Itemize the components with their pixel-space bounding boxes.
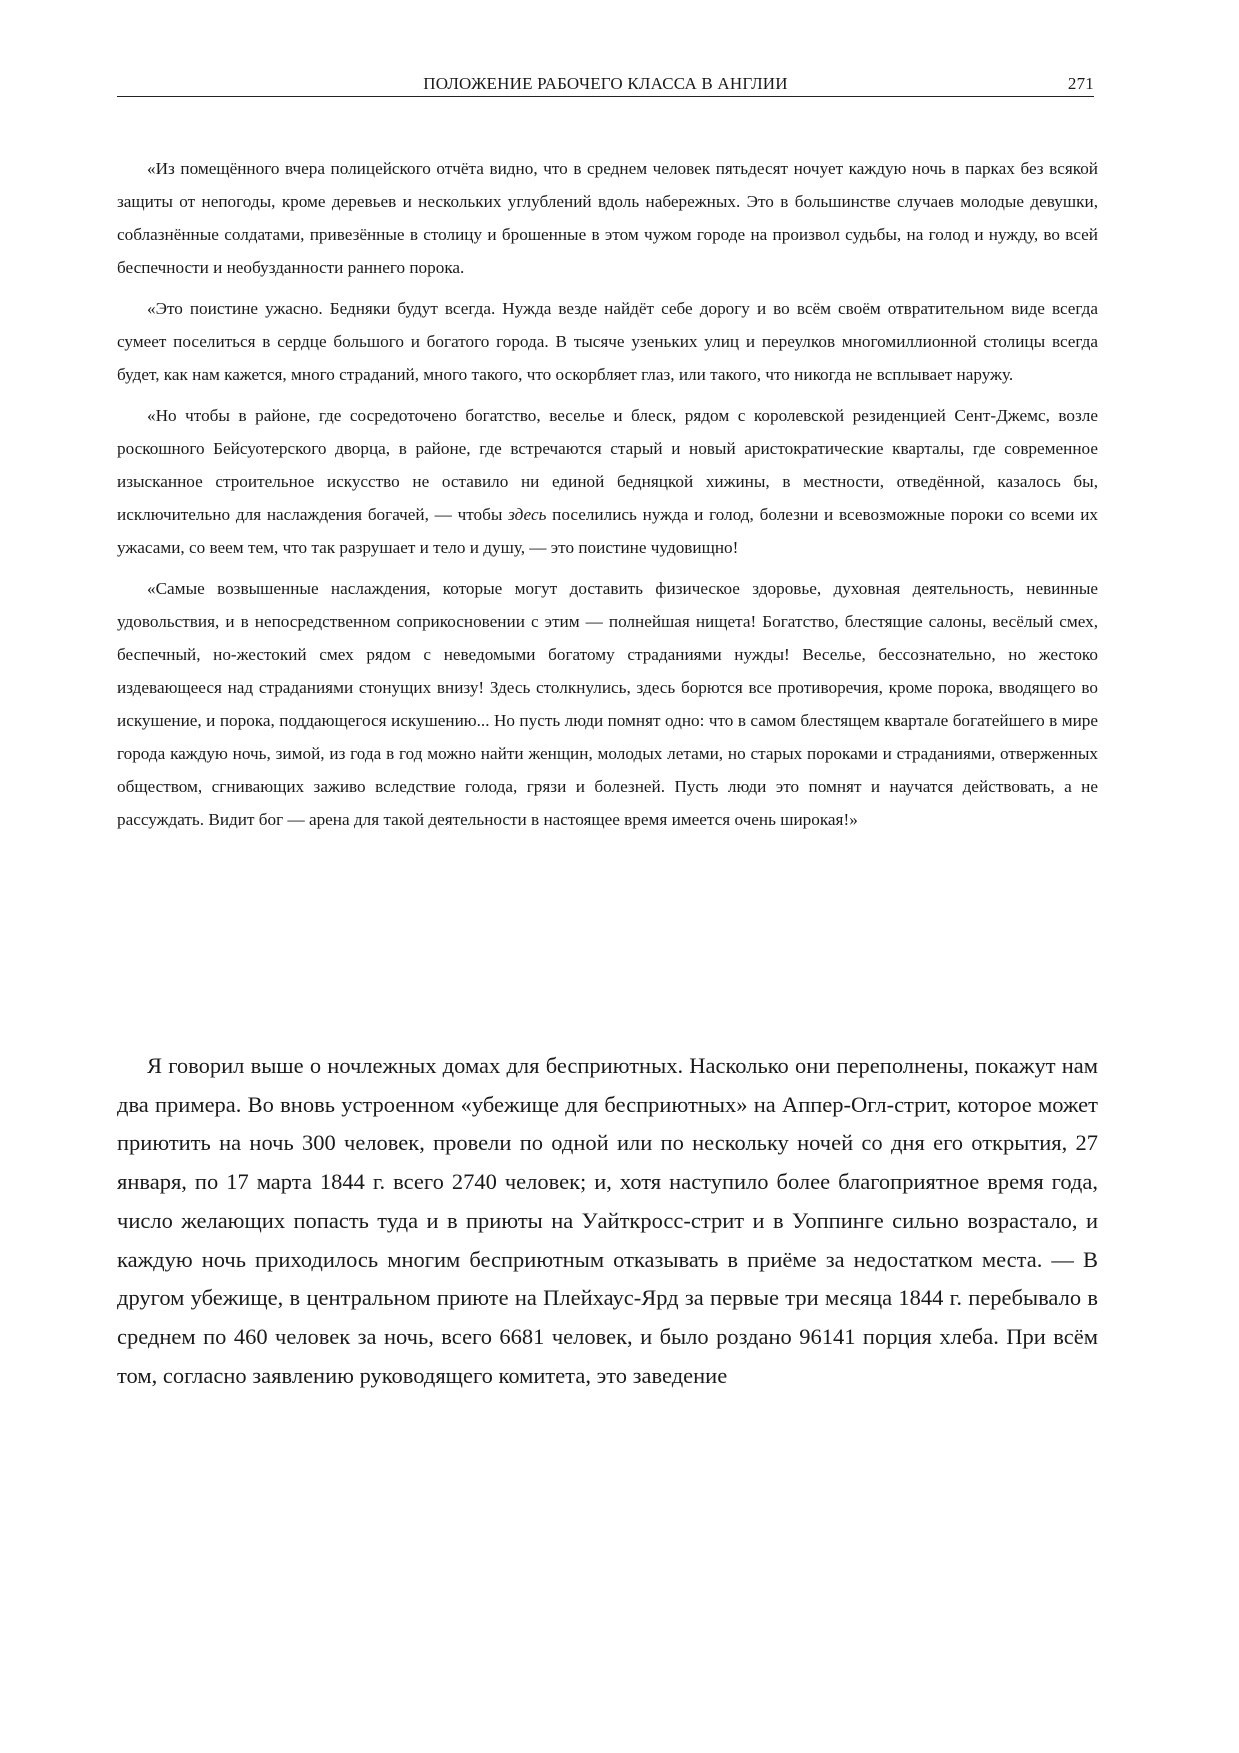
main-text	[117, 1047, 1098, 1395]
quote-paragraph-1: «Из помещённого вчера полицейского отчёта видно, что в среднем человек пятьдесят ночует каждую ночь в парках без всякой защиты от непогоды, кроме деревьев и нескольких углублений вдоль набережных. Это в большинстве случаев молодые девушки, соблазнённые солдатами, привезённые в столицу и брошенные в этом чужом городе на произвол судьбы, на голод и нужду, во всей беспечности и необузданности раннего порока.	[117, 159, 1098, 277]
quoted-passage	[117, 152, 1098, 844]
quote-paragraph-3-text-a: «Но чтобы в районе, где сосредоточено богатство, веселье и блеск, рядом с королевской резиденцией Сент-Джемс, возле роскошного Бейсуотерского дворца, в районе, где встречаются старый и новый аристократические кварталы, где современное изысканное строительное искусство не оставило ни единой бедняцкой хижины, в местности, отведённой, казалось бы, исключительно для наслаждения богачей, — чтобы	[117, 406, 1098, 524]
quote-paragraph-3-text-b: поселились нужда и голод, болезни и всевозможные пороки со всеми их ужасами, со веем тем, что так разрушает и тело и душу, — это поистине чудовищно!	[117, 505, 1099, 557]
quote-emphasis: здесь	[508, 505, 547, 524]
quote-paragraph-4: «Самые возвышенные наслаждения, которые могут доставить физическое здоровье, духовная деятельность, невинные удовольствия, и в непосредственном соприкосновении с этим — полнейшая нищета! Богатство, блестящие салоны, весёлый смех, беспечный, но-жестокий смех рядом с неведомыми богатому страданиями нужды! Веселье, бессознательно, но жестоко издевающееся над страданиями стонущих внизу! Здесь столкнулись, здесь борются все противоречия, кроме порока, вводящего во искушение, и порока, поддающегося искушению... Но пусть люди помнят одно: что в самом блестящем квартале богатейшего в мире города каждую ночь, зимой, из года в год можно найти женщин, молодых летами, но старых пороками и страданиями, отверженных обществом, сгнивающих заживо вследствие голода, грязи и болезней. Пусть люди это помнят и научатся действовать, а не рассуждать. Видит бог — арена для такой деятельности в настоящее время имеется очень широкая!»	[117, 579, 1098, 829]
body-paragraph-1: Я говорил выше о ночлежных домах для бесприютных. Насколько они переполнены, покажут нам два примера. Во вновь устроенном «убежище для бесприютных» на Аппер-Огл-стрит, которое может приютить на ночь 300 человек, провели по одной или по нескольку ночей со дня его открытия, 27 января, по 17 марта 1844 г. всего 2740 человек; и, хотя наступило более благоприятное время года, число желающих попасть туда и в приюты на Уайткросс-стрит и в Уоппинге сильно возрастало, и каждую ночь приходилось многим бесприютным отказывать в приёме за недостатком места. — В другом убежище, в центральном приюте на Плейхаус-Ярд за первые три месяца 1844 г. перебывало в среднем по 460 человек за ночь, всего 6681 человек, и было роздано 96141 порция хлеба. При всём том, согласно заявлению руководящего комитета, это заведение	[117, 1053, 1098, 1388]
running-header	[117, 74, 1094, 97]
page-number: 271	[1067, 74, 1094, 93]
quote-paragraph-2: «Это поистине ужасно. Бедняки будут всегда. Нужда везде найдёт себе дорогу и во всём своём отвратительном виде всегда сумеет поселиться в сердце большого и богатого города. В тысяче узеньких улиц и переулков многомиллионной столицы всегда будет, как нам кажется, много страданий, много такого, что оскорбляет глаз, или такого, что никогда не всплывает наружу.	[117, 299, 1098, 384]
running-title: ПОЛОЖЕНИЕ РАБОЧЕГО КЛАССА В АНГЛИИ	[423, 74, 788, 93]
quote-paragraph-3	[117, 399, 1098, 564]
